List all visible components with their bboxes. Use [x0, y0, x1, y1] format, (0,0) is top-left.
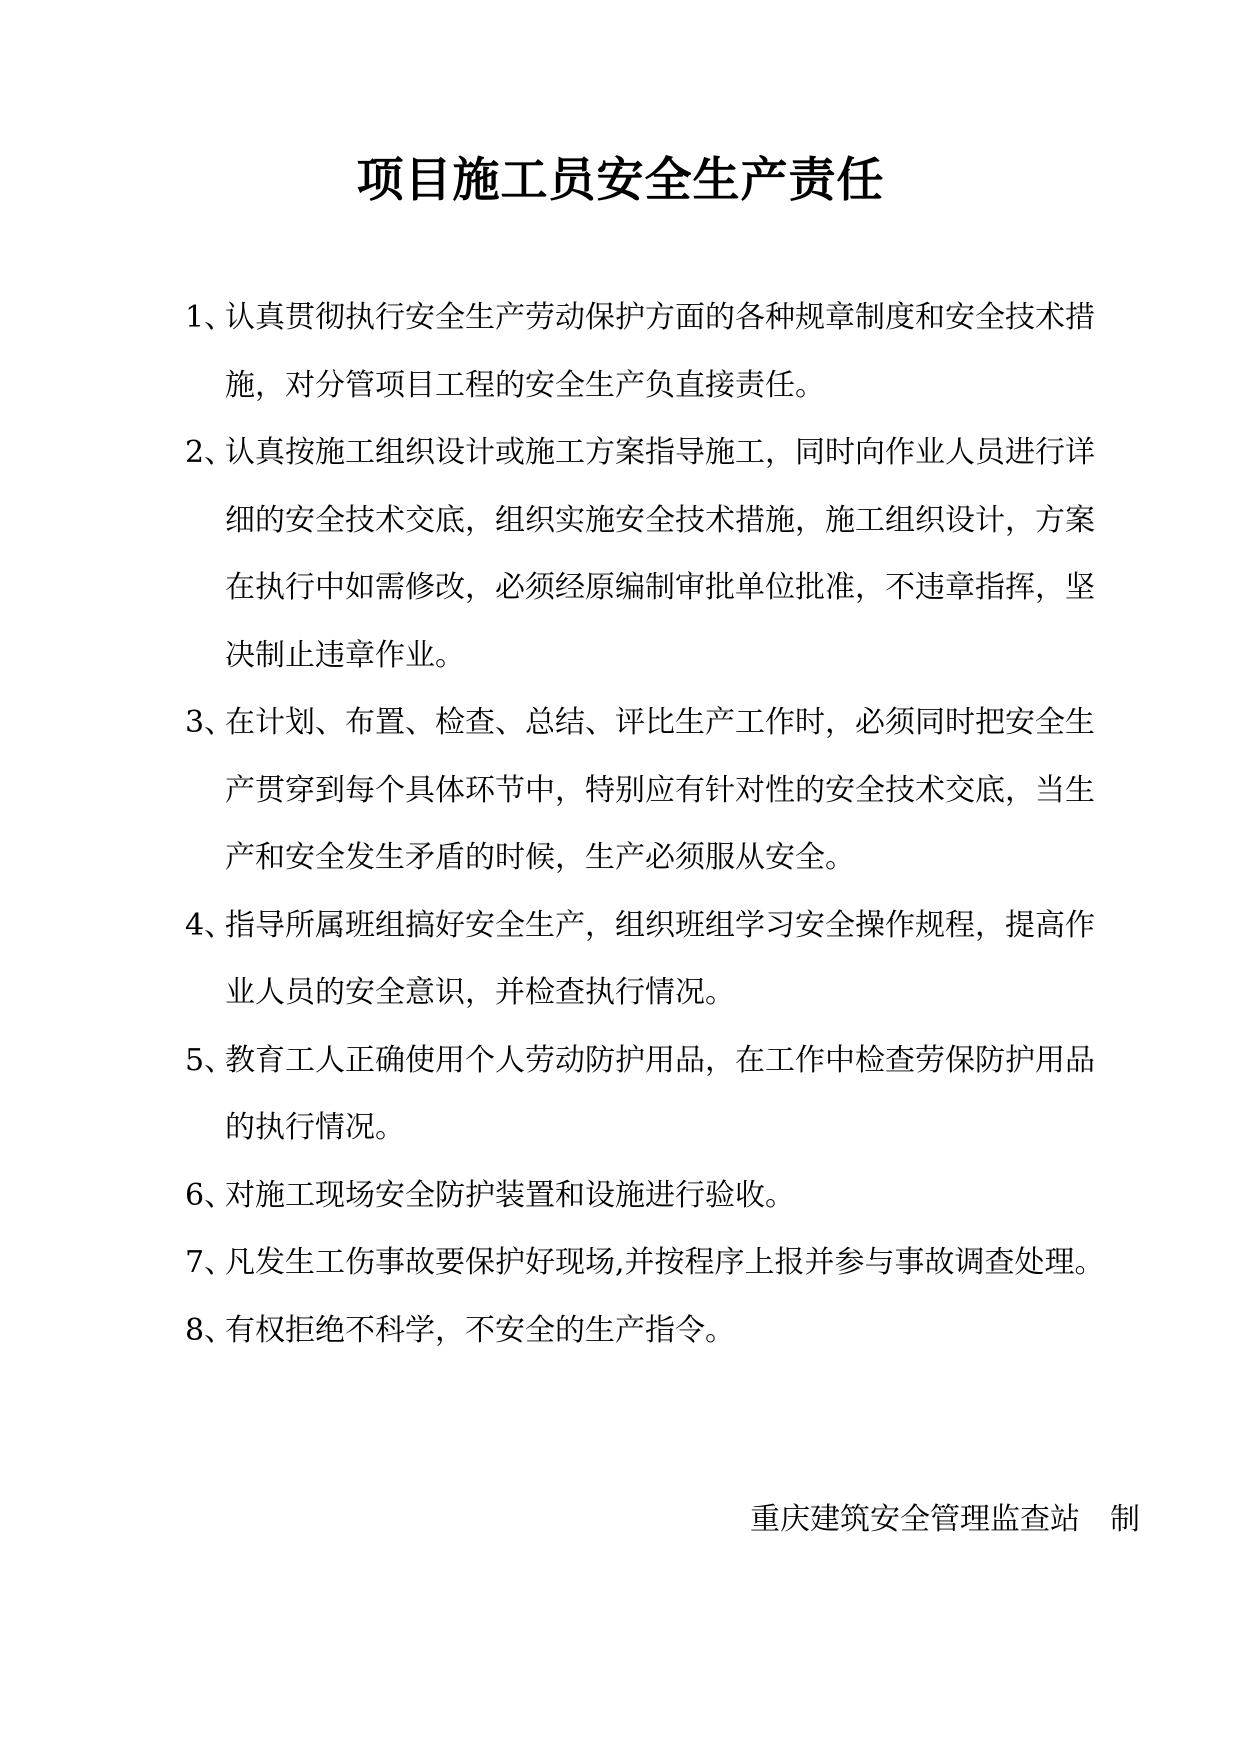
item-text-line: 教育工人正确使用个人劳动防护用品，在工作中检查劳保防护用品: [225, 1042, 1095, 1078]
item-text-line: 产贯穿到每个具体环节中，特别应有针对性的安全技术交底，当生: [225, 772, 1095, 808]
item-number: 8、: [185, 1312, 235, 1348]
item-text-line: 决制止违章作业。: [225, 637, 465, 673]
item-number: 7、: [185, 1245, 235, 1280]
list-item: [185, 892, 1185, 1027]
list-item: [185, 1297, 1185, 1365]
item-text-line: 对施工现场安全防护装置和设施进行验收。: [225, 1177, 795, 1213]
list-item: [185, 419, 1185, 689]
item-text-line: 有权拒绝不科学，不安全的生产指令。: [225, 1312, 735, 1348]
item-text-line: 在计划、布置、检查、总结、评比生产工作时，必须同时把安全生: [225, 705, 1095, 740]
list-item: [185, 284, 1185, 419]
item-text-line: 施，对分管项目工程的安全生产负直接责任。: [225, 367, 825, 403]
item-text-line: 凡发生工伤事故要保护好现场,并按程序上报并参与事故调查处理。: [225, 1245, 1105, 1280]
list-item: [185, 1162, 1185, 1230]
item-number: 5、: [185, 1042, 235, 1078]
list-item: [185, 1027, 1185, 1162]
item-number: 6、: [185, 1177, 235, 1213]
item-number: 4、: [185, 907, 235, 943]
page-title: 项目施工员安全生产责任: [356, 153, 885, 208]
issuer-org: 重庆建筑安全管理监查站: [750, 1502, 1080, 1537]
item-text-line: 业人员的安全意识，并检查执行情况。: [225, 975, 735, 1010]
item-number: 2、: [185, 435, 235, 470]
item-number: 3、: [185, 705, 235, 740]
item-number: 1、: [185, 300, 235, 335]
item-text-line: 在执行中如需修改，必须经原编制审批单位批准，不违章指挥，坚: [225, 570, 1095, 605]
responsibility-list: [185, 284, 1185, 1364]
item-text-line: 认真按施工组织设计或施工方案指导施工，同时向作业人员进行详: [225, 435, 1095, 470]
item-text-line: 细的安全技术交底，组织实施安全技术措施，施工组织设计，方案: [225, 502, 1095, 538]
list-item: [185, 689, 1185, 892]
item-text-line: 认真贯彻执行安全生产劳动保护方面的各种规章制度和安全技术措: [225, 300, 1095, 335]
issuer-signature: [0, 1500, 1140, 1540]
list-item: [185, 1229, 1185, 1297]
item-text-line: 产和安全发生矛盾的时候，生产必须服从安全。: [225, 840, 855, 875]
item-text-line: 的执行情况。: [225, 1110, 405, 1145]
item-text-line: 指导所属班组搞好安全生产，组织班组学习安全操作规程，提高作: [225, 907, 1095, 943]
issuer-suffix: 制: [1110, 1502, 1140, 1537]
